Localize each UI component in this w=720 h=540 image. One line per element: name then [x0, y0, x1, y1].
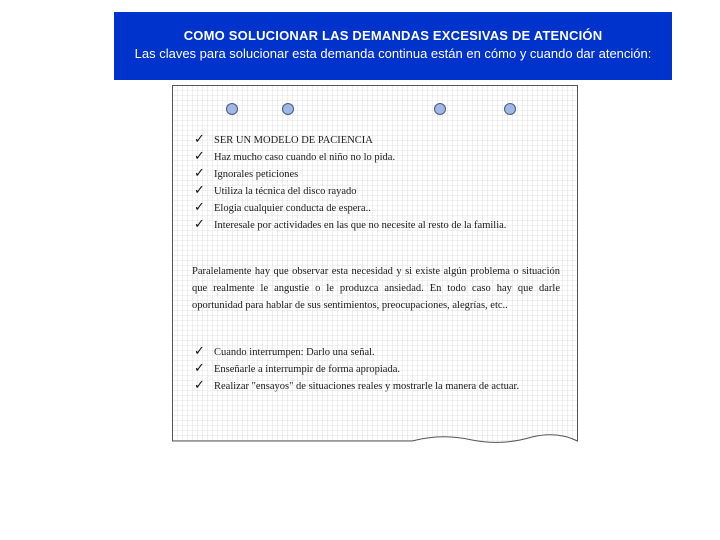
list-item-text: Interesale por actividades en las que no necesite al resto de la familia.: [214, 220, 507, 231]
binder-hole-2: [282, 103, 294, 115]
checkmark-icon: ✓: [194, 378, 205, 393]
checkmark-icon: ✓: [194, 344, 205, 359]
page-title: COMO SOLUCIONAR LAS DEMANDAS EXCESIVAS DE ATENCIÓN: [183, 28, 603, 43]
binder-hole-4: [504, 103, 516, 115]
list-item: [194, 148, 574, 165]
body-paragraph: Paralelamente hay que observar esta necesidad y si existe algún problema o situación que realmente le angustie o le produzca ansiedad. En todo caso hay que darle oportunidad para hablar de sus sentimientos, preocupaciones, alegrías, etc..: [192, 266, 560, 311]
list-item: [194, 216, 574, 233]
checkmark-icon: ✓: [194, 166, 205, 181]
notebook-paper: [172, 85, 578, 447]
tips-list-2: [194, 343, 574, 394]
list-item: [194, 182, 574, 199]
list-item: [194, 360, 574, 377]
checkmark-icon: ✓: [194, 183, 205, 198]
list-item-text: Cuando interrumpen: Darlo una señal.: [214, 347, 375, 358]
list-item-text: Haz mucho caso cuando el niño no lo pida.: [214, 152, 396, 163]
list-item-text: Elogia cualquier conducta de espera..: [214, 203, 371, 214]
list-item: [194, 377, 574, 394]
list-item: [194, 131, 574, 148]
checkmark-icon: ✓: [194, 132, 205, 147]
list-item: [194, 165, 574, 182]
binder-hole-3: [434, 103, 446, 115]
tips-list-1: [194, 131, 574, 233]
page-subtitle: Las claves para solucionar esta demanda continua están en cómo y cuando dar atención:: [134, 46, 652, 61]
checkmark-icon: ✓: [194, 149, 205, 164]
checkmark-icon: ✓: [194, 200, 205, 215]
checkmark-icon: ✓: [194, 217, 205, 232]
list-item-text: Enseñarle a interrumpir de forma apropiada.: [214, 364, 401, 375]
title-banner: [114, 12, 672, 80]
list-item: [194, 343, 574, 360]
list-item: [194, 199, 574, 216]
list-item-text: Ignorales peticiones: [214, 169, 299, 180]
list-item-text: Utiliza la técnica del disco rayado: [214, 186, 357, 197]
list-item-text: SER UN MODELO DE PACIENCIA: [214, 135, 373, 146]
checkmark-icon: ✓: [194, 361, 205, 376]
list-item-text: Realizar "ensayos" de situaciones reales y mostrarle la manera de actuar.: [214, 381, 520, 392]
binder-hole-1: [226, 103, 238, 115]
